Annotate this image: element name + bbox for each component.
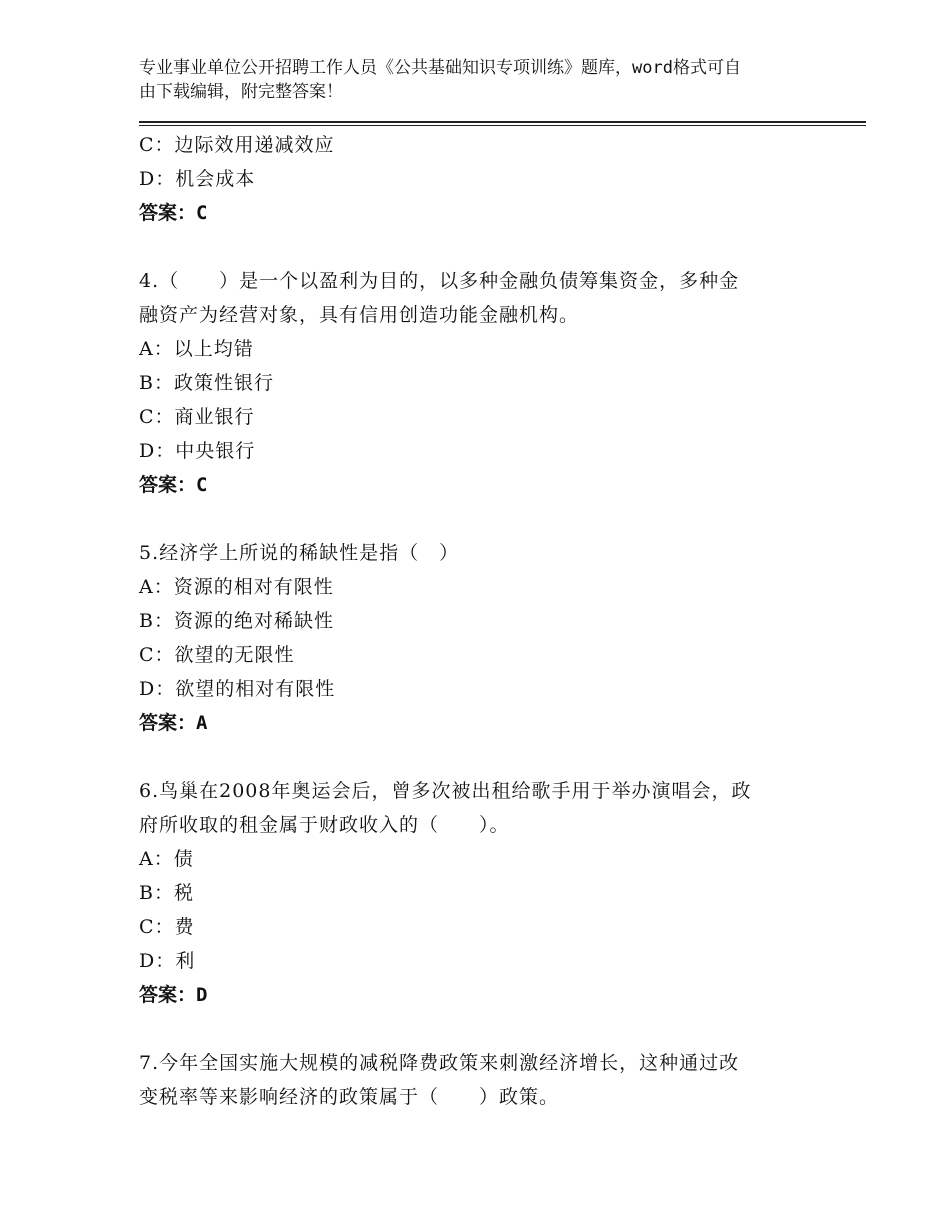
header-rule-thick (139, 121, 866, 123)
answer-label: 答案： (139, 202, 197, 224)
question-5 (139, 536, 819, 740)
question-7 (139, 1046, 819, 1114)
answer-value: C (196, 474, 208, 496)
document-header (139, 56, 819, 104)
header-line-1: 专业事业单位公开招聘工作人员《公共基础知识专项训练》题库，word格式可自 (139, 58, 741, 78)
question-list (139, 128, 819, 1114)
question-4 (139, 264, 819, 502)
question-text: 7.今年全国实施大规模的减税降费政策来刺激经济增长，这种通过改 (139, 1052, 740, 1074)
header-line-2: 由下载编辑，附完整答案！ (139, 82, 343, 102)
question-6 (139, 774, 819, 1012)
question-text: 变税率等来影响经济的政策属于（ ）政策。 (139, 1086, 560, 1108)
question-text: 5.经济学上所说的稀缺性是指（ ） (139, 542, 460, 564)
option-c: C：费 (139, 916, 195, 938)
option-d: D：欲望的相对有限性 (139, 678, 336, 700)
answer-label: 答案： (139, 474, 197, 496)
option-b: B：资源的绝对稀缺性 (139, 610, 334, 632)
option-b: B：政策性银行 (139, 372, 274, 394)
answer-line (139, 706, 819, 740)
question-3-tail (139, 128, 819, 230)
answer-line (139, 196, 819, 230)
answer-line (139, 978, 819, 1012)
question-text: 6.鸟巢在2008年奥运会后，曾多次被出租给歌手用于举办演唱会，政 (139, 780, 752, 802)
answer-value: C (196, 202, 208, 224)
option-a: A：资源的相对有限性 (139, 576, 334, 598)
option-c: C：边际效用递减效应 (139, 134, 335, 156)
answer-label: 答案： (139, 712, 197, 734)
option-d: D：中央银行 (139, 440, 256, 462)
option-a: A：债 (139, 848, 194, 870)
header-rule-thin (139, 125, 866, 126)
option-a: A：以上均错 (139, 338, 254, 360)
option-c: C：商业银行 (139, 406, 255, 428)
question-text: 融资产为经营对象，具有信用创造功能金融机构。 (139, 304, 580, 326)
option-b: B：税 (139, 882, 194, 904)
option-d: D：机会成本 (139, 168, 256, 190)
answer-label: 答案： (139, 984, 197, 1006)
question-text: 府所收取的租金属于财政收入的（ ）。 (139, 814, 510, 836)
option-d: D：利 (139, 950, 196, 972)
option-c: C：欲望的无限性 (139, 644, 295, 666)
answer-line (139, 468, 819, 502)
answer-value: D (196, 984, 208, 1006)
answer-value: A (196, 712, 208, 734)
question-text: 4.（ ）是一个以盈利为目的，以多种金融负债筹集资金，多种金 (139, 270, 740, 292)
